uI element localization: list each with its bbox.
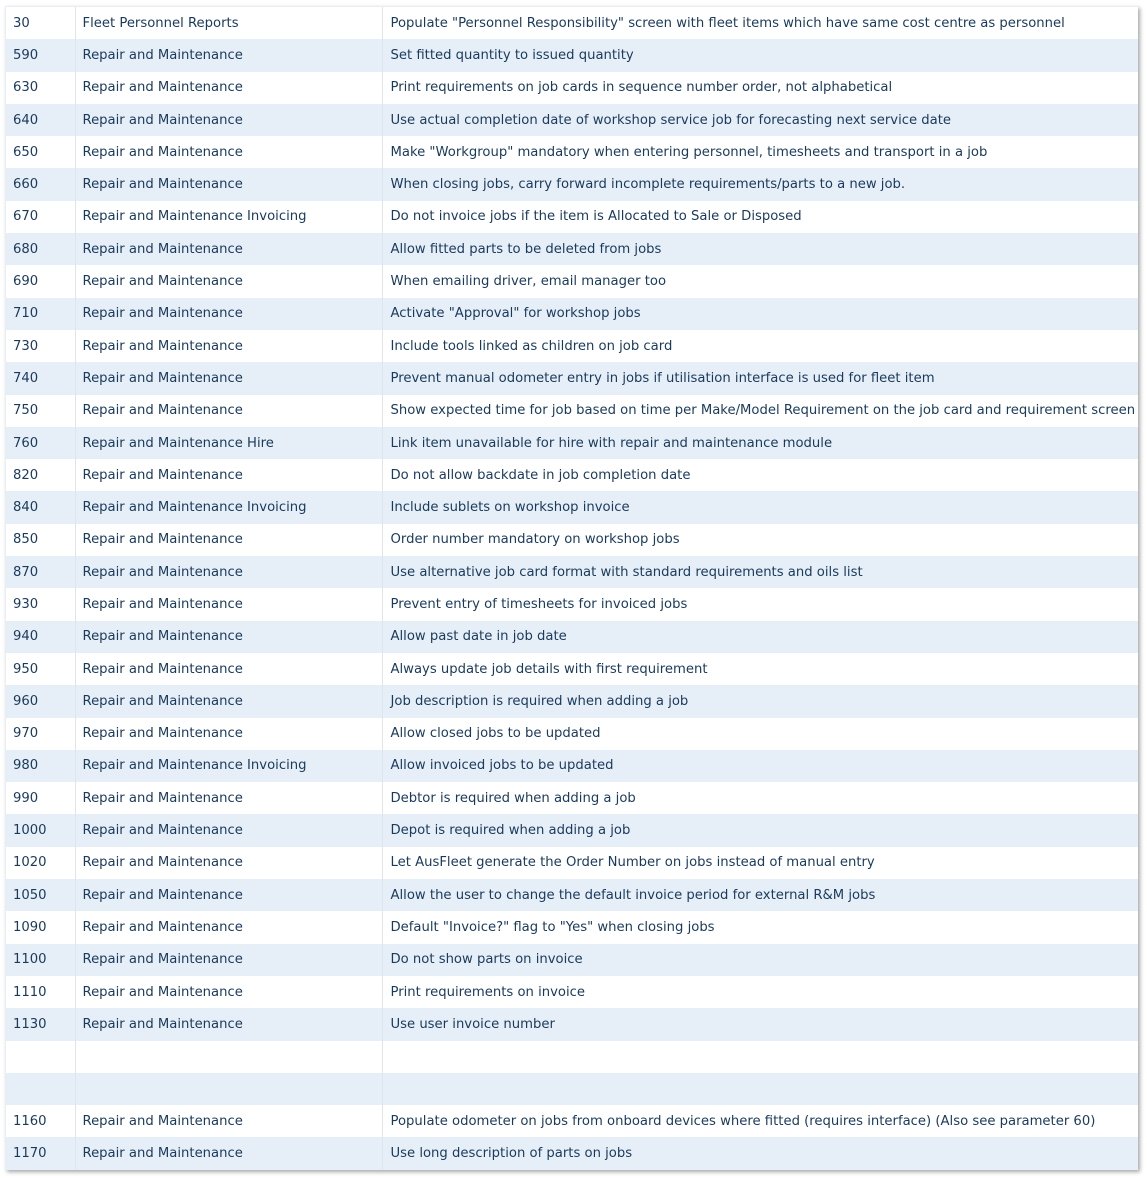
parameter-number-cell: 1020	[6, 847, 75, 879]
table-row	[6, 104, 1138, 136]
description-cell: Use actual completion date of workshop service job for forecasting next service date	[382, 104, 1138, 136]
parameter-number-cell: 1130	[6, 1008, 75, 1040]
module-cell: Repair and Maintenance	[75, 524, 382, 556]
description-cell: Use user invoice number	[382, 1008, 1138, 1040]
module-cell: Repair and Maintenance	[75, 330, 382, 362]
table-row	[6, 298, 1138, 330]
module-cell: Repair and Maintenance	[75, 814, 382, 846]
module-cell: Repair and Maintenance	[75, 556, 382, 588]
table-row	[6, 911, 1138, 943]
description-cell: Show expected time for job based on time per Make/Model Requirement on the job card and requirement screen	[382, 395, 1138, 427]
description-cell: Include sublets on workshop invoice	[382, 491, 1138, 523]
parameter-number-cell: 660	[6, 168, 75, 200]
parameters-table	[6, 7, 1138, 1170]
table-row	[6, 362, 1138, 394]
description-cell: Do not invoice jobs if the item is Allocated to Sale or Disposed	[382, 201, 1138, 233]
table-row	[6, 556, 1138, 588]
module-cell	[75, 1041, 382, 1073]
parameter-number-cell	[6, 1041, 75, 1073]
table-row	[6, 136, 1138, 168]
module-cell: Repair and Maintenance	[75, 685, 382, 717]
table-row	[6, 39, 1138, 71]
parameter-number-cell: 590	[6, 39, 75, 71]
description-cell: Prevent manual odometer entry in jobs if utilisation interface is used for fleet item	[382, 362, 1138, 394]
description-cell: Activate "Approval" for workshop jobs	[382, 298, 1138, 330]
module-cell: Repair and Maintenance	[75, 1137, 382, 1169]
table-row	[6, 201, 1138, 233]
description-cell: Default "Invoice?" flag to "Yes" when closing jobs	[382, 911, 1138, 943]
parameter-number-cell: 690	[6, 265, 75, 297]
description-cell: Do not allow backdate in job completion date	[382, 459, 1138, 491]
table-row	[6, 72, 1138, 104]
parameter-number-cell: 640	[6, 104, 75, 136]
module-cell: Repair and Maintenance	[75, 233, 382, 265]
parameter-number-cell: 930	[6, 588, 75, 620]
description-cell: Allow the user to change the default invoice period for external R&M jobs	[382, 879, 1138, 911]
module-cell: Repair and Maintenance Invoicing	[75, 750, 382, 782]
module-cell: Repair and Maintenance	[75, 362, 382, 394]
table-row	[6, 879, 1138, 911]
table-row	[6, 976, 1138, 1008]
table-row	[6, 1105, 1138, 1137]
module-cell: Fleet Personnel Reports	[75, 7, 382, 39]
table-row	[6, 750, 1138, 782]
parameter-number-cell: 1050	[6, 879, 75, 911]
description-cell: Link item unavailable for hire with repair and maintenance module	[382, 427, 1138, 459]
table-row	[6, 653, 1138, 685]
parameter-number-cell: 820	[6, 459, 75, 491]
description-cell: Allow invoiced jobs to be updated	[382, 750, 1138, 782]
parameter-number-cell: 750	[6, 395, 75, 427]
table-row	[6, 621, 1138, 653]
description-cell: Allow past date in job date	[382, 621, 1138, 653]
table-row	[6, 524, 1138, 556]
parameter-number-cell: 740	[6, 362, 75, 394]
parameter-number-cell	[6, 1073, 75, 1105]
description-cell: Prevent entry of timesheets for invoiced jobs	[382, 588, 1138, 620]
description-cell: Populate "Personnel Responsibility" screen with fleet items which have same cost centre as personnel	[382, 7, 1138, 39]
parameter-number-cell: 1110	[6, 976, 75, 1008]
parameter-number-cell: 840	[6, 491, 75, 523]
parameter-number-cell: 1090	[6, 911, 75, 943]
parameter-number-cell: 650	[6, 136, 75, 168]
parameters-table-body	[6, 7, 1138, 1170]
parameter-number-cell: 990	[6, 782, 75, 814]
description-cell: Populate odometer on jobs from onboard devices where fitted (requires interface) (Also see parameter 60)	[382, 1105, 1138, 1137]
description-cell: Job description is required when adding a job	[382, 685, 1138, 717]
module-cell: Repair and Maintenance	[75, 879, 382, 911]
description-cell	[382, 1073, 1138, 1105]
description-cell: Allow closed jobs to be updated	[382, 718, 1138, 750]
module-cell: Repair and Maintenance Invoicing	[75, 491, 382, 523]
table-row	[6, 233, 1138, 265]
description-cell: Depot is required when adding a job	[382, 814, 1138, 846]
description-cell: Print requirements on job cards in sequence number order, not alphabetical	[382, 72, 1138, 104]
module-cell: Repair and Maintenance	[75, 395, 382, 427]
parameter-number-cell: 1160	[6, 1105, 75, 1137]
table-row	[6, 814, 1138, 846]
module-cell: Repair and Maintenance Invoicing	[75, 201, 382, 233]
parameter-number-cell: 850	[6, 524, 75, 556]
module-cell: Repair and Maintenance	[75, 944, 382, 976]
module-cell: Repair and Maintenance	[75, 72, 382, 104]
table-row	[6, 168, 1138, 200]
description-cell: Include tools linked as children on job card	[382, 330, 1138, 362]
description-cell: Allow fitted parts to be deleted from jobs	[382, 233, 1138, 265]
parameter-number-cell: 670	[6, 201, 75, 233]
parameter-number-cell: 950	[6, 653, 75, 685]
parameter-number-cell: 1000	[6, 814, 75, 846]
table-row	[6, 395, 1138, 427]
table-row	[6, 847, 1138, 879]
parameter-number-cell: 30	[6, 7, 75, 39]
parameter-number-cell: 730	[6, 330, 75, 362]
table-row	[6, 782, 1138, 814]
module-cell: Repair and Maintenance	[75, 298, 382, 330]
parameter-number-cell: 870	[6, 556, 75, 588]
table-row	[6, 330, 1138, 362]
description-cell: Make "Workgroup" mandatory when entering personnel, timesheets and transport in a job	[382, 136, 1138, 168]
module-cell	[75, 1073, 382, 1105]
description-cell: Always update job details with first requirement	[382, 653, 1138, 685]
description-cell: Do not show parts on invoice	[382, 944, 1138, 976]
module-cell: Repair and Maintenance	[75, 782, 382, 814]
module-cell: Repair and Maintenance	[75, 39, 382, 71]
module-cell: Repair and Maintenance	[75, 136, 382, 168]
table-row	[6, 944, 1138, 976]
description-cell: Use long description of parts on jobs	[382, 1137, 1138, 1169]
module-cell: Repair and Maintenance	[75, 104, 382, 136]
description-cell	[382, 1041, 1138, 1073]
table-row	[6, 265, 1138, 297]
parameters-table-frame	[5, 6, 1138, 1170]
table-row	[6, 459, 1138, 491]
module-cell: Repair and Maintenance	[75, 1105, 382, 1137]
module-cell: Repair and Maintenance	[75, 588, 382, 620]
table-row	[6, 718, 1138, 750]
description-cell: When emailing driver, email manager too	[382, 265, 1138, 297]
module-cell: Repair and Maintenance	[75, 976, 382, 1008]
description-cell: Order number mandatory on workshop jobs	[382, 524, 1138, 556]
table-row	[6, 1041, 1138, 1073]
parameter-number-cell: 760	[6, 427, 75, 459]
module-cell: Repair and Maintenance	[75, 265, 382, 297]
parameter-number-cell: 1100	[6, 944, 75, 976]
table-row	[6, 1073, 1138, 1105]
table-row	[6, 1137, 1138, 1169]
module-cell: Repair and Maintenance	[75, 621, 382, 653]
parameter-number-cell: 710	[6, 298, 75, 330]
parameter-number-cell: 1170	[6, 1137, 75, 1169]
parameter-number-cell: 630	[6, 72, 75, 104]
parameter-number-cell: 970	[6, 718, 75, 750]
module-cell: Repair and Maintenance	[75, 718, 382, 750]
parameter-number-cell: 960	[6, 685, 75, 717]
table-row	[6, 427, 1138, 459]
module-cell: Repair and Maintenance	[75, 168, 382, 200]
description-cell: Set fitted quantity to issued quantity	[382, 39, 1138, 71]
table-row	[6, 1008, 1138, 1040]
module-cell: Repair and Maintenance	[75, 653, 382, 685]
parameter-number-cell: 680	[6, 233, 75, 265]
module-cell: Repair and Maintenance	[75, 847, 382, 879]
description-cell: Use alternative job card format with standard requirements and oils list	[382, 556, 1138, 588]
module-cell: Repair and Maintenance	[75, 1008, 382, 1040]
description-cell: Debtor is required when adding a job	[382, 782, 1138, 814]
description-cell: Let AusFleet generate the Order Number on jobs instead of manual entry	[382, 847, 1138, 879]
description-cell: When closing jobs, carry forward incomplete requirements/parts to a new job.	[382, 168, 1138, 200]
module-cell: Repair and Maintenance	[75, 911, 382, 943]
module-cell: Repair and Maintenance	[75, 459, 382, 491]
parameter-number-cell: 940	[6, 621, 75, 653]
table-row	[6, 685, 1138, 717]
table-row	[6, 588, 1138, 620]
table-row	[6, 491, 1138, 523]
table-row	[6, 7, 1138, 39]
description-cell: Print requirements on invoice	[382, 976, 1138, 1008]
parameter-number-cell: 980	[6, 750, 75, 782]
module-cell: Repair and Maintenance Hire	[75, 427, 382, 459]
